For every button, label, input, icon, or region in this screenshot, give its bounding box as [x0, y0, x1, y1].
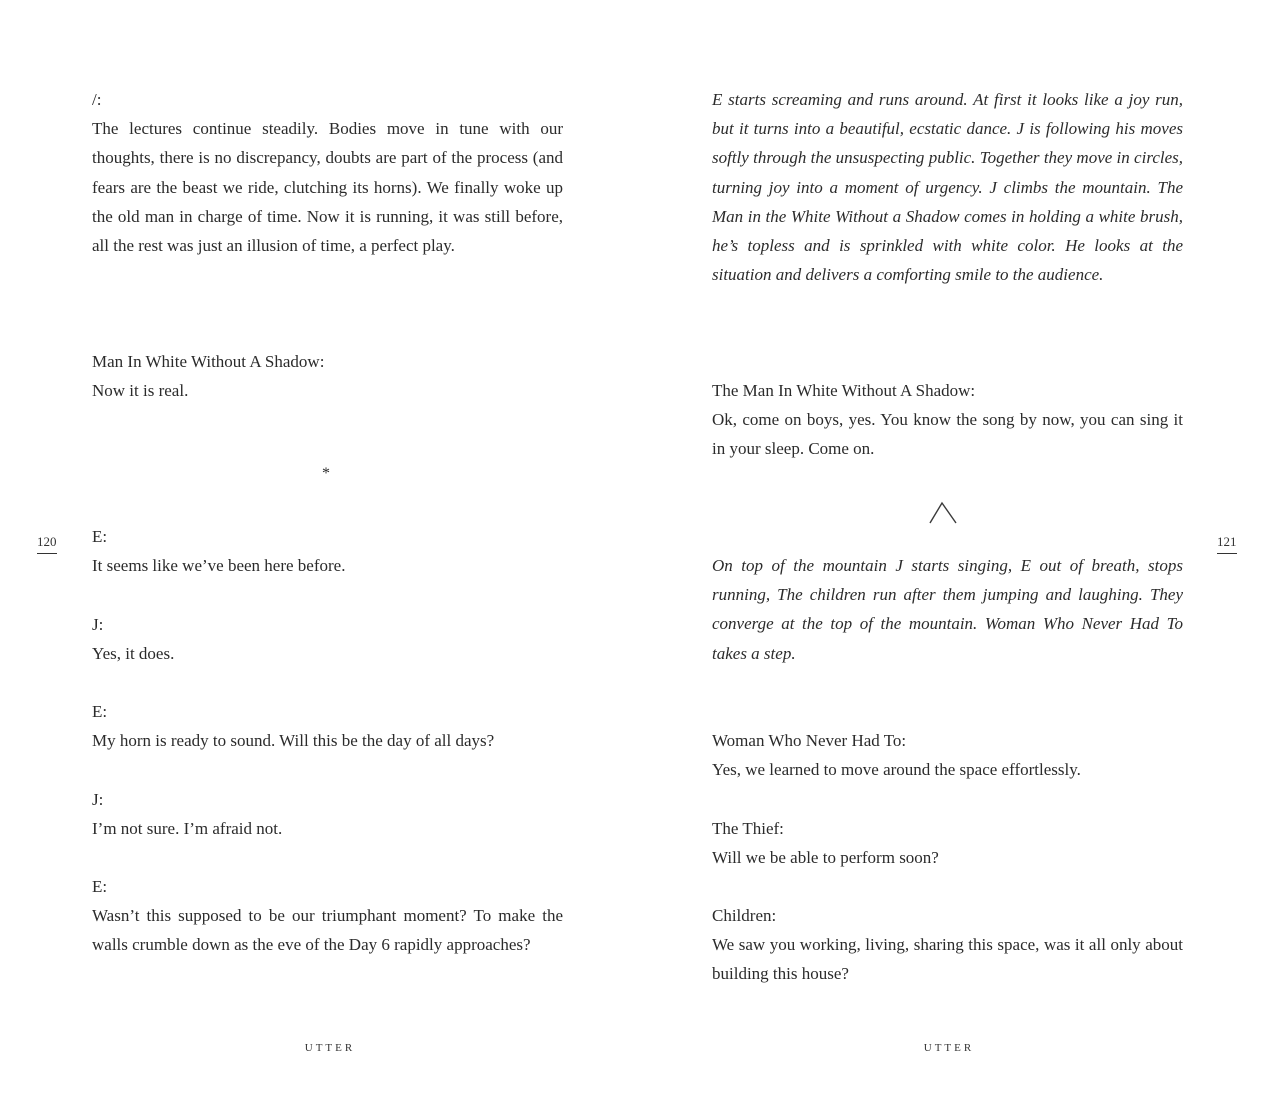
dialogue-block — [712, 726, 1183, 784]
dialogue-text: It seems like we’ve been here before. — [92, 556, 346, 576]
dialogue-block — [92, 785, 563, 843]
dialogue-text: My horn is ready to sound. Will this be the day of all days? — [92, 731, 495, 751]
running-footer: UTTER — [304, 1042, 356, 1054]
dialogue-block — [712, 901, 1183, 989]
speaker-label: E: — [92, 527, 108, 546]
mountain-peak-icon — [927, 498, 959, 526]
dialogue-block — [712, 376, 1183, 464]
dialogue-block — [92, 610, 563, 668]
speaker-label: E: — [92, 877, 108, 896]
dialogue-text: Wasn’t this supposed to be our triumphant moment? To make the walls crumble down as the eve of the Day 6 rapidly approaches? — [92, 906, 563, 955]
stage-direction: E starts screaming and runs around. At first it looks like a joy run, but it turns into a beautiful, ecstatic dance. J is following his moves softly through the unsuspecting public. Together they move in circles, turning joy into a moment of urgency. J climbs the mountain. The Man in the White Without a Shadow comes in holding a white brush, he’s topless and is sprinkled with white color. He looks at the situation and delivers a comforting smile to the audience. — [712, 90, 1183, 285]
speaker-label: J: — [92, 615, 104, 634]
dialogue-text: The lectures continue steadily. Bodies move in tune with our thoughts, there is no discrepancy, doubts are part of the process (and fears are the beast we ride, clutching its horns). We finally woke up the old man in charge of time. Now it is running, it was still before, all the rest was just an illusion of time, a perfect play. — [92, 119, 563, 256]
dialogue-text: Ok, come on boys, yes. You know the song by now, you can sing it in your sleep. Come on. — [712, 410, 1183, 459]
dialogue-text: Yes, we learned to move around the space effortlessly. — [712, 760, 1081, 780]
page-number: 120 — [37, 534, 57, 554]
dialogue-text: We saw you working, living, sharing this space, was it all only about building this house? — [712, 935, 1183, 984]
running-footer: UTTER — [923, 1042, 975, 1054]
dialogue-text: Will we be able to perform soon? — [712, 848, 939, 868]
speaker-label: E: — [92, 702, 108, 721]
speaker-label: Woman Who Never Had To: — [712, 731, 907, 750]
dialogue-text: Now it is real. — [92, 381, 189, 401]
page-number: 121 — [1217, 534, 1237, 554]
dialogue-text: Yes, it does. — [92, 644, 175, 664]
dialogue-block — [92, 85, 563, 260]
section-separator: * — [322, 465, 330, 482]
speaker-label: Man In White Without A Shadow: — [92, 352, 325, 371]
speaker-label: /: — [92, 90, 102, 109]
dialogue-block — [92, 872, 563, 960]
dialogue-block — [712, 814, 1183, 872]
speaker-label: The Man In White Without A Shadow: — [712, 381, 976, 400]
right-page — [637, 0, 1275, 1098]
speaker-label: J: — [92, 790, 104, 809]
dialogue-block — [92, 522, 563, 580]
left-page — [0, 0, 637, 1098]
dialogue-block — [92, 347, 563, 405]
speaker-label: Children: — [712, 906, 777, 925]
stage-direction: On top of the mountain J starts singing, E out of breath, stops running, The children run after them jumping and laughing. They converge at the top of the mountain. Woman Who Never Had To takes a step. — [712, 556, 1183, 663]
speaker-label: The Thief: — [712, 819, 784, 838]
dialogue-text: I’m not sure. I’m afraid not. — [92, 819, 283, 839]
dialogue-block — [92, 697, 563, 755]
